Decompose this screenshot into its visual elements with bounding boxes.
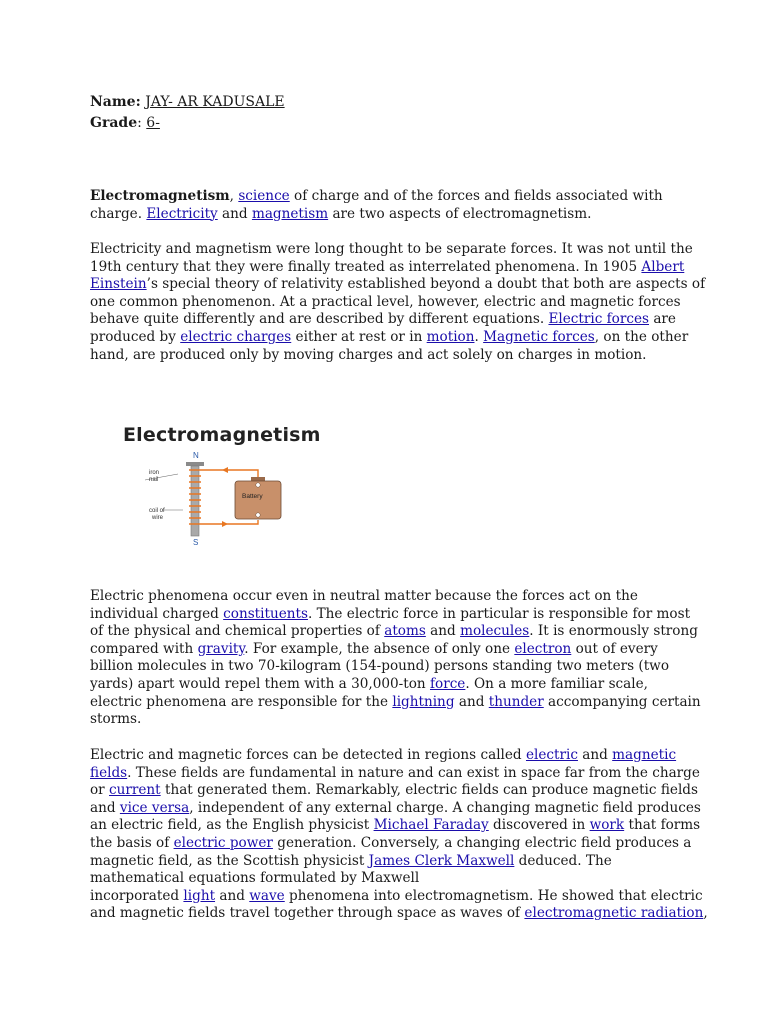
link-constituents[interactable]: constituents xyxy=(223,605,308,622)
link-electric-forces[interactable]: Electric forces xyxy=(548,311,649,328)
link-motion[interactable]: motion xyxy=(426,328,475,345)
link-albert-einstein-2[interactable]: Einstein xyxy=(90,276,147,293)
link-magnetic-fields-1[interactable]: magnetic xyxy=(612,747,677,763)
link-wave[interactable]: wave xyxy=(249,887,285,904)
link-atoms[interactable]: atoms xyxy=(384,623,426,640)
name-value: JAY- AR KADUSALE xyxy=(145,94,285,110)
coil-label-1: coil of xyxy=(149,508,165,514)
link-michael-faraday[interactable]: Michael Faraday xyxy=(373,817,489,834)
nail-head xyxy=(186,462,204,466)
link-molecules[interactable]: molecules xyxy=(460,623,530,640)
battery-positive-icon xyxy=(256,483,260,487)
link-electric-power[interactable]: electric power xyxy=(173,834,273,851)
south-label: S xyxy=(193,538,199,547)
north-label: N xyxy=(193,451,199,460)
current-arrow-top xyxy=(222,467,228,473)
grade-value: 6- xyxy=(146,115,160,131)
current-arrow-bottom xyxy=(222,521,228,527)
iron-label-2: nail xyxy=(149,477,159,483)
grade-label: Grade xyxy=(90,115,138,131)
battery-terminal xyxy=(251,477,265,481)
electromagnet-figure xyxy=(120,420,320,550)
link-science[interactable]: science xyxy=(238,188,290,204)
link-electric[interactable]: electric xyxy=(525,747,578,763)
link-electricity[interactable]: Electricity xyxy=(146,205,218,222)
link-albert-einstein-1[interactable]: Albert xyxy=(641,258,685,275)
link-force[interactable]: force xyxy=(429,675,466,692)
paragraph-history: Electricity and magnetism were long thought to be separate forces. It was not until the 19th century that they were finally treated as interrelated phenomena. In 1905 Albert Einstein’s special theory of relativity established beyond a doubt that both are aspects of one common phenomenon. At a practical level, however, electric and magnetic forces behave quite differently and are described by different equations. Electric forces are produced by electric charges either at rest or in motion. Magnetic forces, on the other hand, are produced only by moving charges and act solely on charges in motion. xyxy=(90,241,706,363)
link-magnetism[interactable]: magnetism xyxy=(251,205,329,222)
student-info xyxy=(90,92,285,134)
link-electromagnetic-radiation[interactable]: electromagnetic radiation xyxy=(524,905,704,922)
link-light[interactable]: light xyxy=(183,887,216,904)
iron-label-1: iron xyxy=(149,470,160,476)
link-lightning[interactable]: lightning xyxy=(392,693,455,710)
paragraph-intro: Electromagnetism, science of charge and of the forces and fields associated with charge. Electricity and magnetism are two aspects of electromagnetism. xyxy=(90,188,663,222)
term-electromagnetism: Electromagnetism xyxy=(90,188,230,204)
electromagnet-diagram xyxy=(120,420,320,550)
figure-title: Electromagnetism xyxy=(123,424,321,446)
link-james-clerk-maxwell[interactable]: James Clerk Maxwell xyxy=(368,852,515,869)
battery-negative-icon xyxy=(256,513,260,517)
link-current[interactable]: current xyxy=(109,782,161,799)
link-gravity[interactable]: gravity xyxy=(197,640,245,657)
link-magnetic-forces[interactable]: Magnetic forces xyxy=(483,328,595,345)
paragraph-fields: Electric and magnetic forces can be detected in regions called electric and magnetic fields. These fields are fundamental in nature and can exist in space far from the charge or current that generated them. Remarkably, electric fields can produce magnetic fields and vice versa, independent of any external charge. A changing magnetic field produces an electric field, as the English physicist Michael Faraday discovered in work that forms the basis of electric power generation. Conversely, a changing electric field produces a magnetic field, as the Scottish physicist James Clerk Maxwell deduced. The mathematical equations formulated by Maxwell incorporated light and wave phenomena into electromagnetism. He showed that electric and magnetic fields travel together through space as waves of electromagnetic radiation, xyxy=(90,747,708,922)
link-vice-versa[interactable]: vice versa xyxy=(119,799,190,816)
battery-label: Battery xyxy=(242,493,263,500)
name-label: Name: xyxy=(90,94,141,110)
paragraph-electric-phenomena: Electric phenomena occur even in neutral matter because the forces act on the individual charged constituents. The electric force in particular is responsible for most of the physical and chemical properties of atoms and molecules. It is enormously strong compared with gravity. For example, the absence of only one electron out of every billion molecules in two 70-kilogram (154-pound) persons standing two meters (two yards) apart would repel them with a 30,000-ton force. On a more familiar scale, electric phenomena are responsible for the lightning and thunder accompanying certain storms. xyxy=(90,588,701,728)
link-electric-charges[interactable]: electric charges xyxy=(180,328,292,345)
name-line xyxy=(90,92,285,113)
grade-line: Grade: 6- xyxy=(90,115,160,131)
coil-label-2: wire xyxy=(152,515,164,521)
link-work[interactable]: work xyxy=(589,817,625,834)
link-electron[interactable]: electron xyxy=(514,640,572,657)
link-thunder[interactable]: thunder xyxy=(488,693,544,710)
link-magnetic-fields-2[interactable]: fields xyxy=(90,764,128,781)
